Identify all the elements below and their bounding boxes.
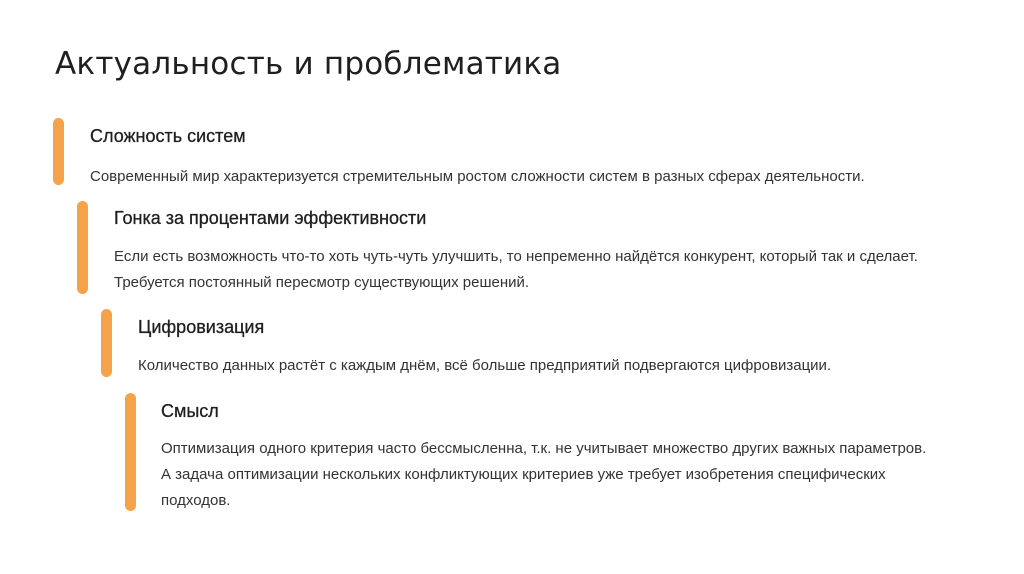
text-line: А задача оптимизации нескольких конфликтующих критериев уже требует изобретения специфических xyxy=(161,466,886,483)
text-line: Требуется постоянный пересмотр существующих решений. xyxy=(114,274,530,291)
text-line: Если есть возможность что-то хоть чуть-чуть улучшить, то непременно найдётся конкурент, который так и сделает. xyxy=(114,248,918,265)
section-text xyxy=(90,164,865,190)
section-body xyxy=(114,201,918,296)
slide-title: Актуальность и проблематика xyxy=(55,46,562,82)
section-text xyxy=(161,436,926,514)
accent-bar xyxy=(53,118,64,185)
text-line: подходов. xyxy=(161,492,231,509)
section-heading: Гонка за процентами эффективности xyxy=(114,208,427,228)
text-line: Количество данных растёт с каждым днём, всё больше предприятий подвергаются цифровизации. xyxy=(138,357,832,374)
accent-bar xyxy=(125,393,136,511)
section-text xyxy=(138,353,831,379)
section-body xyxy=(161,393,926,514)
text-line: Современный мир характеризуется стремительным ростом сложности систем в разных сферах деятельности. xyxy=(90,168,865,185)
section-heading: Смысл xyxy=(161,401,219,421)
text-line: Оптимизация одного критерия часто бессмысленна, т.к. не учитывает множество других важных параметров. xyxy=(161,440,927,457)
section-text xyxy=(114,244,918,296)
accent-bar xyxy=(101,309,112,377)
accent-bar xyxy=(77,201,88,294)
section-body xyxy=(138,309,831,379)
section-body xyxy=(90,118,865,190)
section-heading: Сложность систем xyxy=(90,126,246,146)
section-heading: Цифровизация xyxy=(138,317,265,337)
